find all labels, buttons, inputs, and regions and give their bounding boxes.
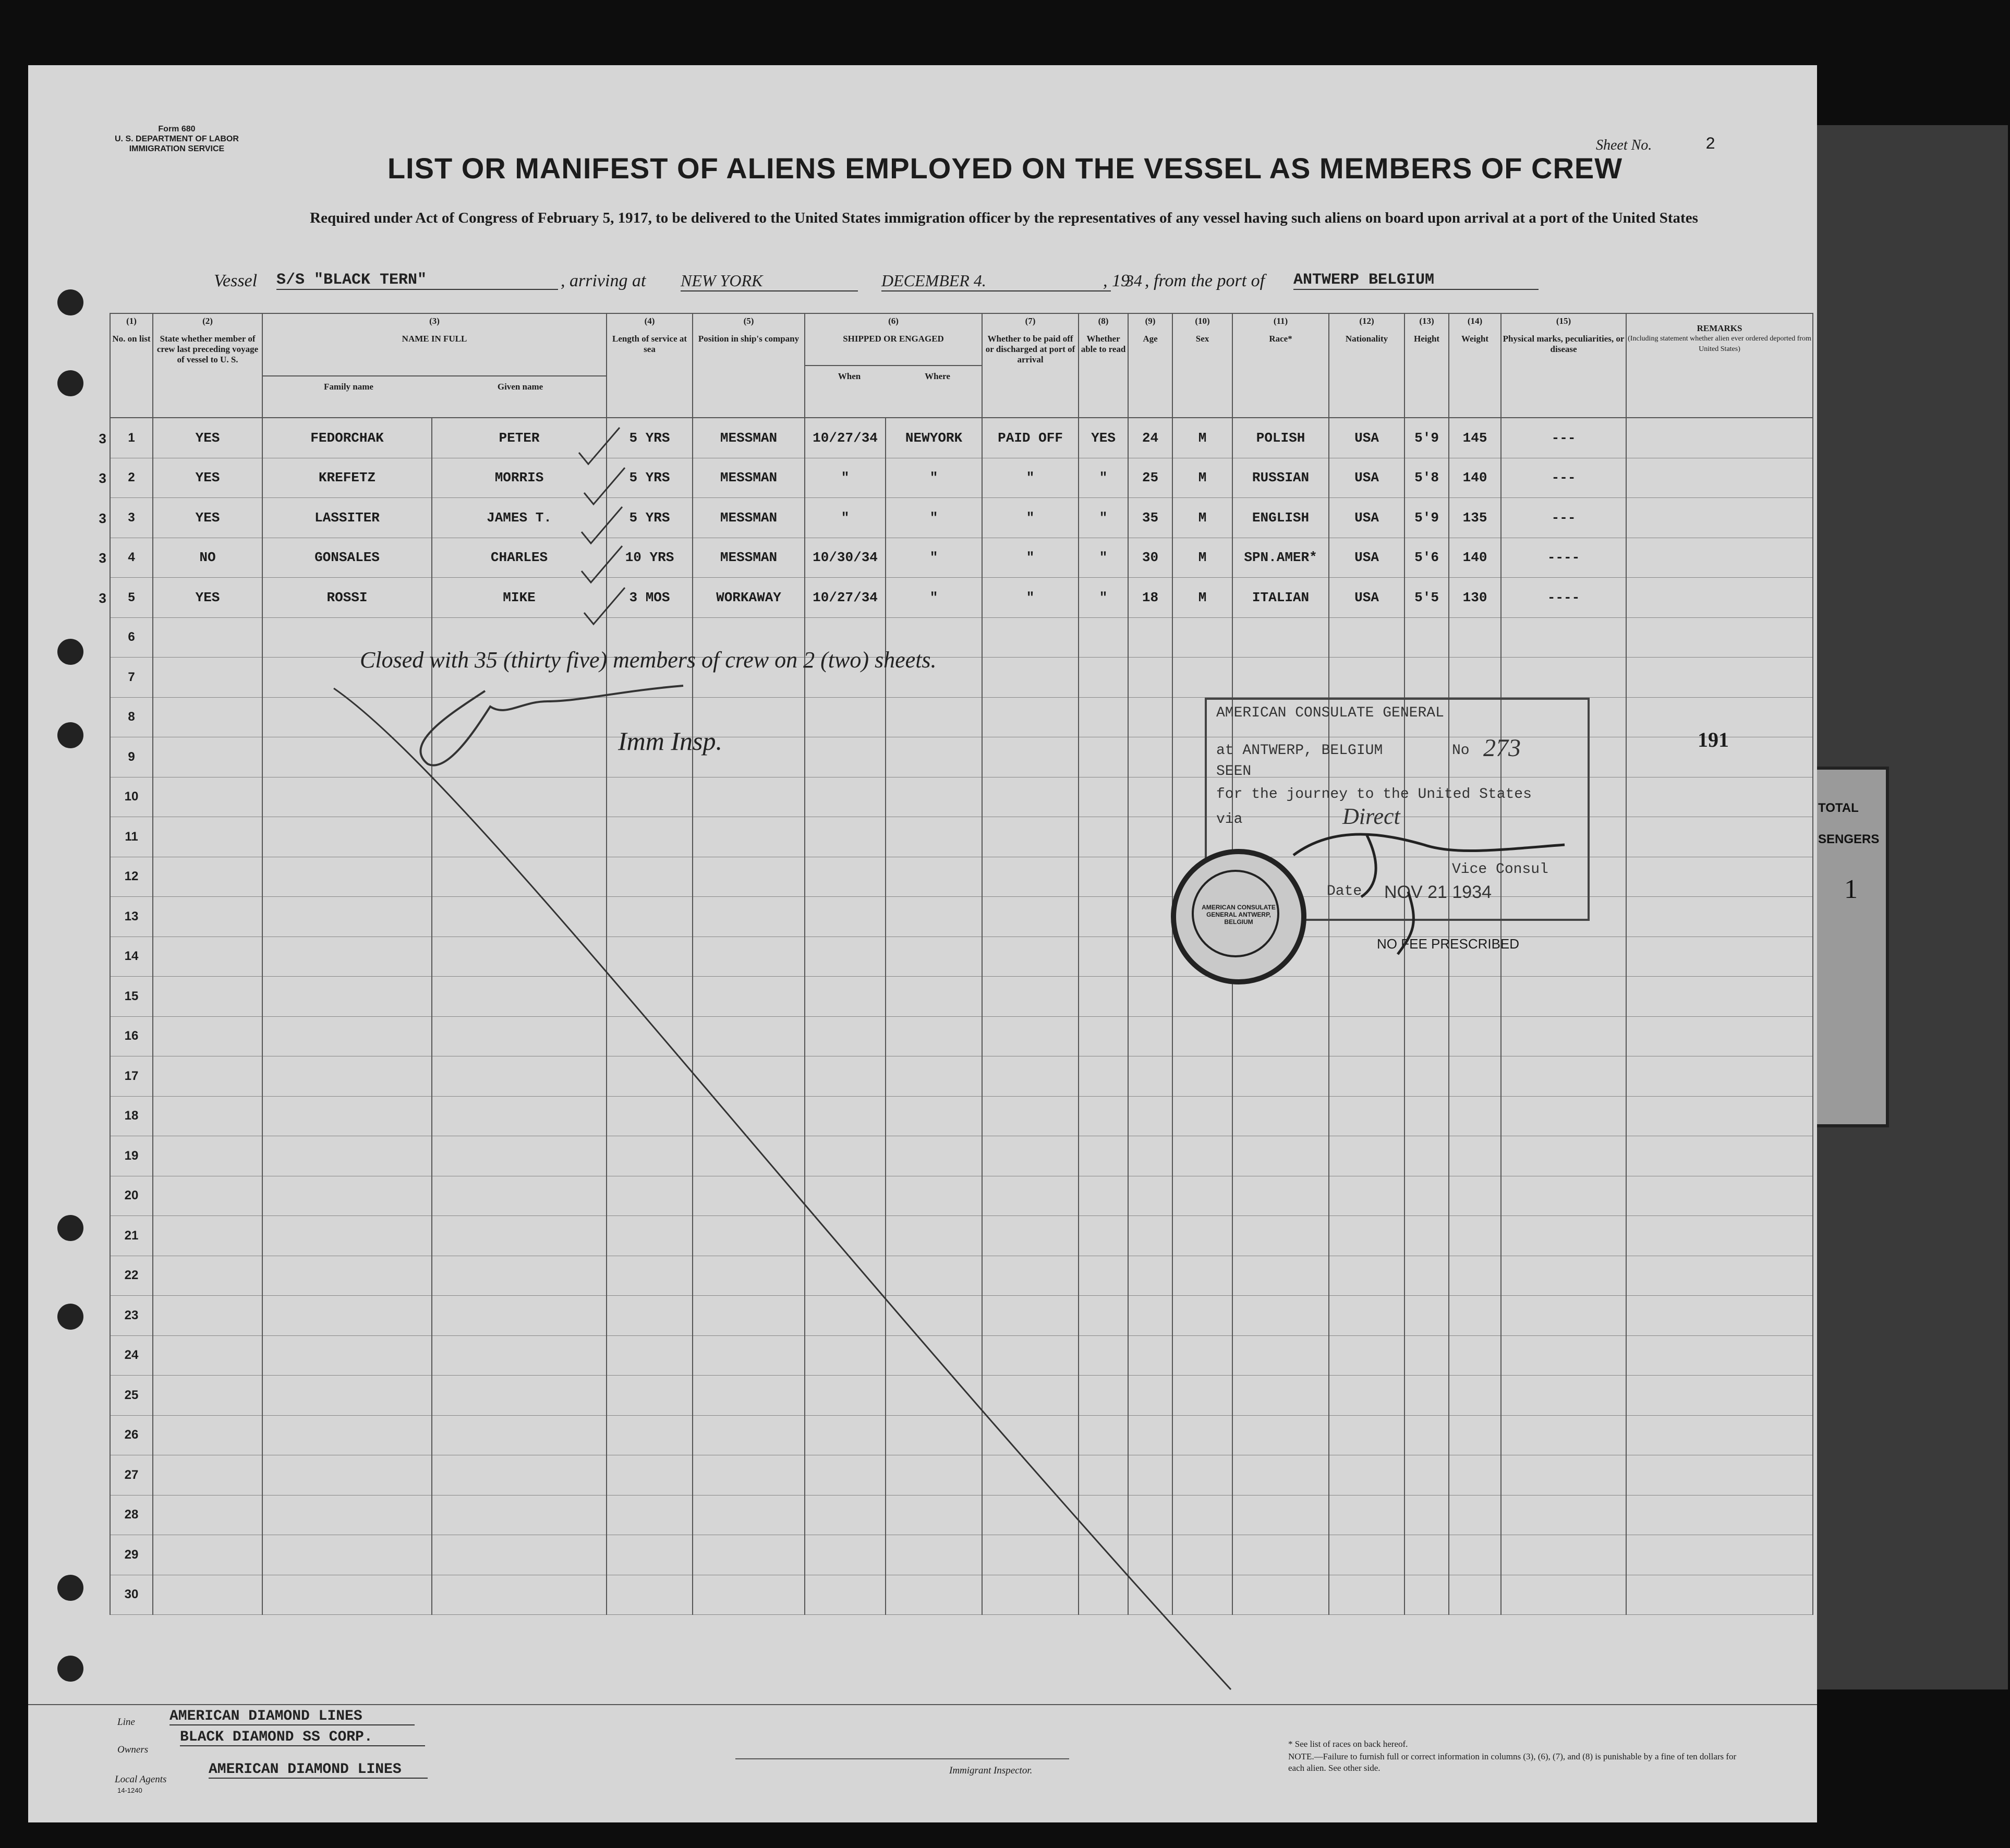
cell-no: 7 [110,658,153,698]
cell-no: 24 [110,1335,153,1376]
cell-no: 11 [110,817,153,857]
footer-owners-value: BLACK DIAMOND SS CORP. [180,1729,425,1746]
row-prefix: 3 [99,590,106,606]
cell-no: 9 [110,737,153,777]
cell-no: 22 [110,1256,153,1296]
cell-no: 19 [110,1136,153,1176]
cell-age: 30 [1128,538,1172,578]
cell-no: 21 [110,1216,153,1256]
stamp-number-right: 191 [1698,728,1729,751]
cell-family: ROSSI [262,578,432,618]
cell-sex: M [1172,578,1232,618]
stamp-line3: SEEN [1216,763,1252,780]
stamp-no-value: 273 [1483,734,1521,762]
footer-line-value: AMERICAN DIAMOND LINES [169,1708,415,1725]
col-header-read: (8) Whether able to read [1079,313,1128,418]
cell-marks: --- [1501,498,1626,538]
stamp-date-value: NOV 21 1934 [1384,882,1492,902]
cell-nat: USA [1329,418,1404,458]
cell-weight: 140 [1449,538,1501,578]
void-diagonal-line [334,688,1231,1689]
cell-position: MESSMAN [693,538,805,578]
cell-no: 16 [110,1016,153,1056]
col-header-remarks: REMARKS (Including statement whether alien ever ordered deported from United States) [1626,313,1813,418]
cell-sex: M [1172,418,1232,458]
cell-given: CHARLES [432,538,607,578]
row-number: 4 [128,550,135,565]
cell-sex: M [1172,458,1232,498]
cell-no: 28 [110,1495,153,1535]
cell-position: MESSMAN [693,458,805,498]
stamp-no-label: No [1452,743,1470,759]
inspector-signature-line [735,1758,1069,1759]
cell-height: 5'9 [1404,418,1449,458]
row-prefix: 3 [99,550,106,566]
cell-no: 30 [110,1575,153,1615]
year-label: , 19 [1103,271,1130,290]
cell-service: 10 YRS [607,538,693,578]
cell-paid: " [982,538,1079,578]
check-mark-icon [584,588,625,624]
cell-no: 13 [110,897,153,937]
cell-paid: " [982,578,1079,618]
cell-service: 5 YRS [607,418,693,458]
cell-prev: YES [153,418,262,458]
cell-age: 35 [1128,498,1172,538]
check-mark-icon [582,546,622,582]
col-header-weight: (14) Weight [1449,313,1501,418]
cell-no: 10 [110,777,153,817]
cell-given: MIKE [432,578,607,618]
cell-no: 25 [110,1376,153,1416]
background-card-label: TOTAL [1818,801,1859,815]
vice-consul-signature [1293,834,1565,954]
footer-agents-value: AMERICAN DIAMOND LINES [209,1761,428,1779]
col-header-paid-off: (7) Whether to be paid off or discharged at port of arrival [982,313,1079,418]
cell-service: 5 YRS [607,458,693,498]
col-header-shipped: (6) SHIPPED OR ENGAGED When Where [805,313,982,418]
cell-no: 12 [110,857,153,897]
col-header-race: (11) Race* [1232,313,1329,418]
cell-weight: 145 [1449,418,1501,458]
footer-rule [28,1704,1817,1705]
check-mark-icon [582,507,622,543]
cell-age: 18 [1128,578,1172,618]
footer-inspector-label: Immigrant Inspector. [949,1765,1033,1776]
cell-no: 23 [110,1296,153,1336]
cell-position: MESSMAN [693,418,805,458]
cell-sex: M [1172,498,1232,538]
footer-race-note: * See list of races on back hereof. [1288,1739,1408,1749]
cell-when: 10/27/34 [805,418,886,458]
cell-marks: ---- [1501,578,1626,618]
col-header-name: (3) NAME IN FULL Family name Given name [262,313,607,418]
stamp-officer-title: Vice Consul [1452,861,1548,878]
cell-marks: ---- [1501,538,1626,578]
cell-height: 5'9 [1404,498,1449,538]
inspector-signature [420,686,683,765]
cell-prev: NO [153,538,262,578]
from-port: ANTWERP BELGIUM [1293,271,1539,290]
row-number: 3 [128,510,135,525]
stamp-line1: AMERICAN CONSULATE GENERAL [1216,705,1444,721]
footer-note: NOTE.—Failure to furnish full or correct information in columns (3), (6), (7), and (8) is punishable by a fine of ten dollars for each alien. See other side. [1288,1752,1737,1773]
cell-height: 5'8 [1404,458,1449,498]
stamp-via-value: Direct [1342,804,1400,829]
cell-prev: YES [153,578,262,618]
cell-read: " [1079,578,1128,618]
col-header-where: Where [925,371,950,381]
footer-agents-code: 14-1240 [117,1786,142,1794]
cell-family: LASSITER [262,498,432,538]
cell-no: 17 [110,1056,153,1097]
cell-given: MORRIS [432,458,607,498]
cell-nat: USA [1329,498,1404,538]
cell-sex: M [1172,538,1232,578]
cell-race: POLISH [1232,418,1329,458]
cell-family: KREFETZ [262,458,432,498]
footer-agents-label: Local Agents [115,1774,167,1785]
cell-no: 29 [110,1535,153,1575]
cell-service: 3 MOS [607,578,693,618]
background-card-label2: SENGERS [1818,832,1880,846]
cell-race: ENGLISH [1232,498,1329,538]
cell-where: " [886,458,982,498]
col-header-family-name: Family name [324,382,373,392]
check-mark-icon [584,468,625,504]
closed-note: Closed with 35 (thirty five) members of crew on 2 (two) sheets. [360,647,937,673]
cell-no: 18 [110,1096,153,1136]
col-header-when: When [838,371,861,381]
cell-race: SPN.AMER* [1232,538,1329,578]
cell-no: 20 [110,1176,153,1216]
arriving-port: NEW YORK [681,271,858,291]
cell-where: " [886,538,982,578]
cell-height: 5'6 [1404,538,1449,578]
from-port-label: , from the port of [1145,271,1265,290]
stamp-line4: for the journey to the United States [1216,786,1532,803]
vessel-label: Vessel [214,271,258,290]
cell-family: GONSALES [262,538,432,578]
check-mark-icon [579,428,620,464]
cell-position: MESSMAN [693,498,805,538]
col-header-service: (4) Length of service at sea [607,313,693,418]
cell-no: 14 [110,937,153,977]
cell-family: FEDORCHAK [262,418,432,458]
cell-given: PETER [432,418,607,458]
stamp-line2: at ANTWERP, BELGIUM [1216,743,1383,759]
cell-when: " [805,458,886,498]
cell-read: " [1079,498,1128,538]
page-subtitle: Required under Act of Congress of February 5, 1917, to be delivered to the United States immigration officer by the representatives of any vessel having such aliens on board upon arrival at a port of the United States [310,210,1698,226]
cell-given: JAMES T. [432,498,607,538]
cell-weight: 135 [1449,498,1501,538]
row-number: 2 [128,470,135,485]
col-header-sex: (10) Sex [1172,313,1232,418]
cell-nat: USA [1329,458,1404,498]
cell-height: 5'5 [1404,578,1449,618]
cell-race: ITALIAN [1232,578,1329,618]
cell-paid: PAID OFF [982,418,1079,458]
cell-age: 25 [1128,458,1172,498]
cell-nat: USA [1329,578,1404,618]
stamp-date-label: Date [1327,883,1362,899]
inspector-note: Imm Insp. [618,726,722,756]
department-label: U. S. DEPARTMENT OF LABOR [115,135,239,143]
cell-where: NEWYORK [886,418,982,458]
cell-nat: USA [1329,538,1404,578]
cell-when: " [805,498,886,538]
cell-no: 15 [110,977,153,1017]
cell-prev: YES [153,498,262,538]
col-header-previous-voyage: (2) State whether member of crew last preceding voyage of vessel to U. S. [153,313,262,418]
cell-where: " [886,498,982,538]
stamp-via-label: via [1216,811,1243,828]
page-title: LIST OR MANIFEST OF ALIENS EMPLOYED ON THE VESSEL AS MEMBERS OF CREW [387,152,1623,185]
arriving-label: , arriving at [561,271,646,290]
sheet-number-label: Sheet No. [1596,137,1652,153]
cell-age: 24 [1128,418,1172,458]
col-header-nationality: (12) Nationality [1329,313,1404,418]
col-header-position: (5) Position in ship's company [693,313,805,418]
cell-no: 27 [110,1455,153,1496]
cell-where: " [886,578,982,618]
row-number: 1 [128,430,135,445]
cell-paid: " [982,498,1079,538]
footer-line-label: Line [117,1717,135,1728]
arrival-year: 34 [1125,271,1142,290]
seal-text: AMERICAN CONSULATE GENERAL ANTWERP, BELGIUM [1202,904,1276,926]
cell-no: 6 [110,617,153,658]
row-prefix: 3 [99,430,106,446]
background-card-value: 1 [1844,874,1858,904]
arrival-date: DECEMBER 4. [881,271,1111,291]
cell-read: YES [1079,418,1128,458]
cell-read: " [1079,458,1128,498]
fee-note: NO FEE PRESCRIBED [1377,936,1520,952]
col-header-no: (1) No. on list [110,313,153,418]
row-prefix: 3 [99,470,106,487]
cell-when: 10/27/34 [805,578,886,618]
row-prefix: 3 [99,510,106,526]
col-header-age: (9) Age [1128,313,1172,418]
cell-no: 8 [110,697,153,737]
vessel-name: S/S "BLACK TERN" [276,271,558,290]
cell-marks: --- [1501,418,1626,458]
cell-race: RUSSIAN [1232,458,1329,498]
cell-position: WORKAWAY [693,578,805,618]
cell-prev: YES [153,458,262,498]
form-label: Form 680 [158,125,196,133]
sheet-number-value: 2 [1705,135,1716,154]
col-header-given-name: Given name [497,382,543,392]
cell-read: " [1079,538,1128,578]
cell-no: 26 [110,1415,153,1455]
col-header-height: (13) Height [1404,313,1449,418]
cell-marks: --- [1501,458,1626,498]
col-header-physical-marks: (15) Physical marks, peculiarities, or disease [1501,313,1626,418]
row-number: 5 [128,590,135,604]
service-label: IMMIGRATION SERVICE [129,144,225,153]
cell-when: 10/30/34 [805,538,886,578]
footer-owners-label: Owners [117,1744,149,1755]
cell-paid: " [982,458,1079,498]
cell-weight: 140 [1449,458,1501,498]
cell-weight: 130 [1449,578,1501,618]
cell-service: 5 YRS [607,498,693,538]
